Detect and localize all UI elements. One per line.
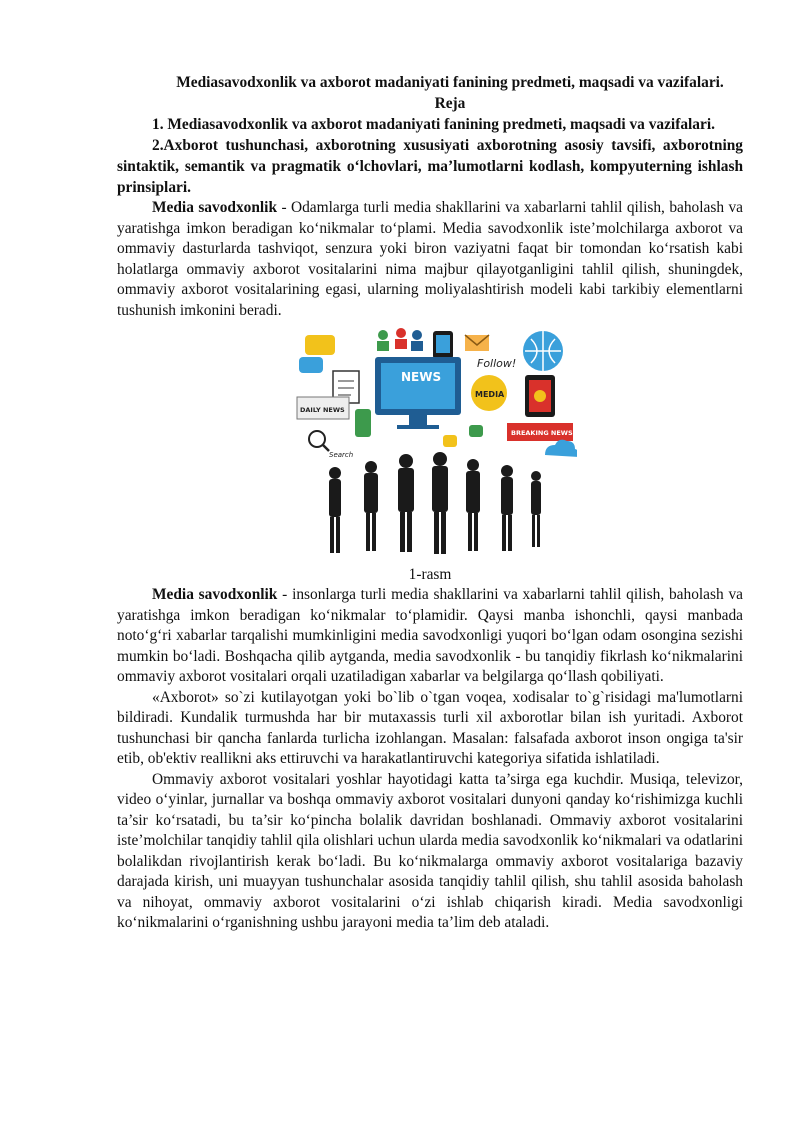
media-collage-image	[293, 327, 577, 559]
speech-bubble-icon	[305, 335, 335, 355]
chat-icon	[469, 425, 483, 437]
term-media-literacy: Media savodxonlik	[152, 199, 278, 216]
media-badge-icon	[471, 375, 507, 411]
media-label: MEDIA	[475, 390, 505, 399]
daily-news-label: DAILY NEWS	[300, 406, 345, 414]
plan-heading: Reja	[434, 95, 466, 112]
plan-item-1: 1. Mediasavodxonlik va axborot madaniyati fanining predmeti, maqsadi va vazifalari.	[152, 116, 715, 133]
figure-caption: 1-rasm	[408, 566, 452, 583]
people-group-icon	[377, 328, 423, 351]
paragraph-media-literacy-1	[117, 198, 743, 321]
envelope-icon	[465, 335, 489, 351]
term-media-literacy: Media savodxonlik	[152, 586, 278, 603]
paragraph-text: - Odamlarga turli media shakllarini va xabarlarni tahlil qilish, baholash va yaratishga imkon beradigan ko‘nikmalar to‘plami. Media savodxonlik iste’molchilarga axborot va ommaviy dasturlarda tashviqot, senzura yoki biron vaziyatni faqat bir tomondan ko‘rsatish kabi holatlarga ommaviy axborot vositalarini nima majbur qilayotganligini tahlil qilish, shuningdek, ommaviy axborot vositalarining egasi, ularning moliyalashtirish modeli kabi tarkibiy elementlarni tushunish imkonini beradi.	[117, 199, 743, 319]
plan-item-2: 2.Axborot tushunchasi, axborotning xususiyati axborotning asosiy tavsifi, axborotning sintaktik, semantik va pragmatik o‘lchovlari, ma’lumotlarni kodlash, kompyuterning ishlash prinsiplari.	[117, 137, 743, 196]
chat-icon	[443, 435, 457, 447]
paragraph-information: «Axborot» so`zi kutilayotgan yoki bo`lib o`tgan voqea, xodisalar to`g`risidagi ma'lumotlarni bildiradi. Kundalik turmushda har bir mutaxassis turli xil axborotlar bilan ish yuritadi. Axborot tushunchasi bir qancha fanlarda turlicha izohlangan. Masalan: falsafada axborot inson ongiga ta'sir etib, ob'ektiv reallikni aks ettiruvchi va harakatlantiruvchi kategoriya sifatida ishlatiladi.	[117, 688, 743, 767]
paragraph-mass-media: Ommaviy axborot vositalari yoshlar hayotidagi katta ta’sirga ega kuchdir. Musiqa, televizor, video o‘yinlar, jurnallar va boshqa ommaviy axborot vositalari dunyoni qanday ko‘rishimizga kuchli ta’sir ko‘rsatadi, bu ta’sir ko‘pincha bolalik davridan boshlanadi. Ommaviy axborot vositalarini iste’molchilar tanqidiy tahlil qila olishlari uchun ularda media savodxonlik ko‘nikmalari va odatlarini bolalikdan rivojlantirish kerak bo‘ladi. Bu ko‘nikmalarga ommaviy axborot vositalariga bazaviy darajada kirish, uni muayyan tushunchalar asosida tanqidiy tahlil qilish, shu tahlil asosida baholash va nihoyat, ommaviy axborot vositalarini o‘zi ishlab chiqarish kiradi. Media savodxonligi ko‘nikmalarini o‘rganishning ushbu jarayoni media ta’lim deb ataladi.	[117, 770, 743, 931]
breaking-news-icon	[507, 423, 573, 441]
phone-icon	[355, 409, 371, 437]
speech-bubble-icon	[299, 357, 323, 373]
paragraph-text: - insonlarga turli media shakllarini va xabarlarni tahlil qilish, baholash va yaratishga imkon beradigan ko‘nikmalar to‘plamidir. Qaysi manba ishonchli, qaysi manbada noto‘g‘ri xabarlar tarqalishi mumkinligini media savodxonligi yuqori bo‘lgan odam osongina sezishi mumkin bo‘ladi. Boshqacha qilib aytganda, media savodxonlik - bu tanqidiy fikrlash ko‘nikmalarini ommaviy axborot vositalari orqali uzatiladigan xabarlar va belgilarga qo‘llash qobiliyati.	[117, 586, 743, 685]
globe-icon	[523, 331, 563, 371]
media-illustration	[293, 327, 755, 559]
follow-label: Follow!	[477, 357, 517, 370]
daily-news-icon	[297, 397, 349, 419]
paragraph-media-literacy-2	[117, 585, 743, 688]
document-title: Mediasavodxonlik va axborot madaniyati fanining predmeti, maqsadi va vazifalari.	[176, 74, 724, 91]
news-label: NEWS	[401, 370, 442, 384]
breaking-news-label: BREAKING NEWS	[511, 429, 573, 437]
document-page	[117, 72, 743, 934]
search-label: Search	[329, 451, 354, 459]
touch-tablet-icon	[525, 375, 555, 417]
